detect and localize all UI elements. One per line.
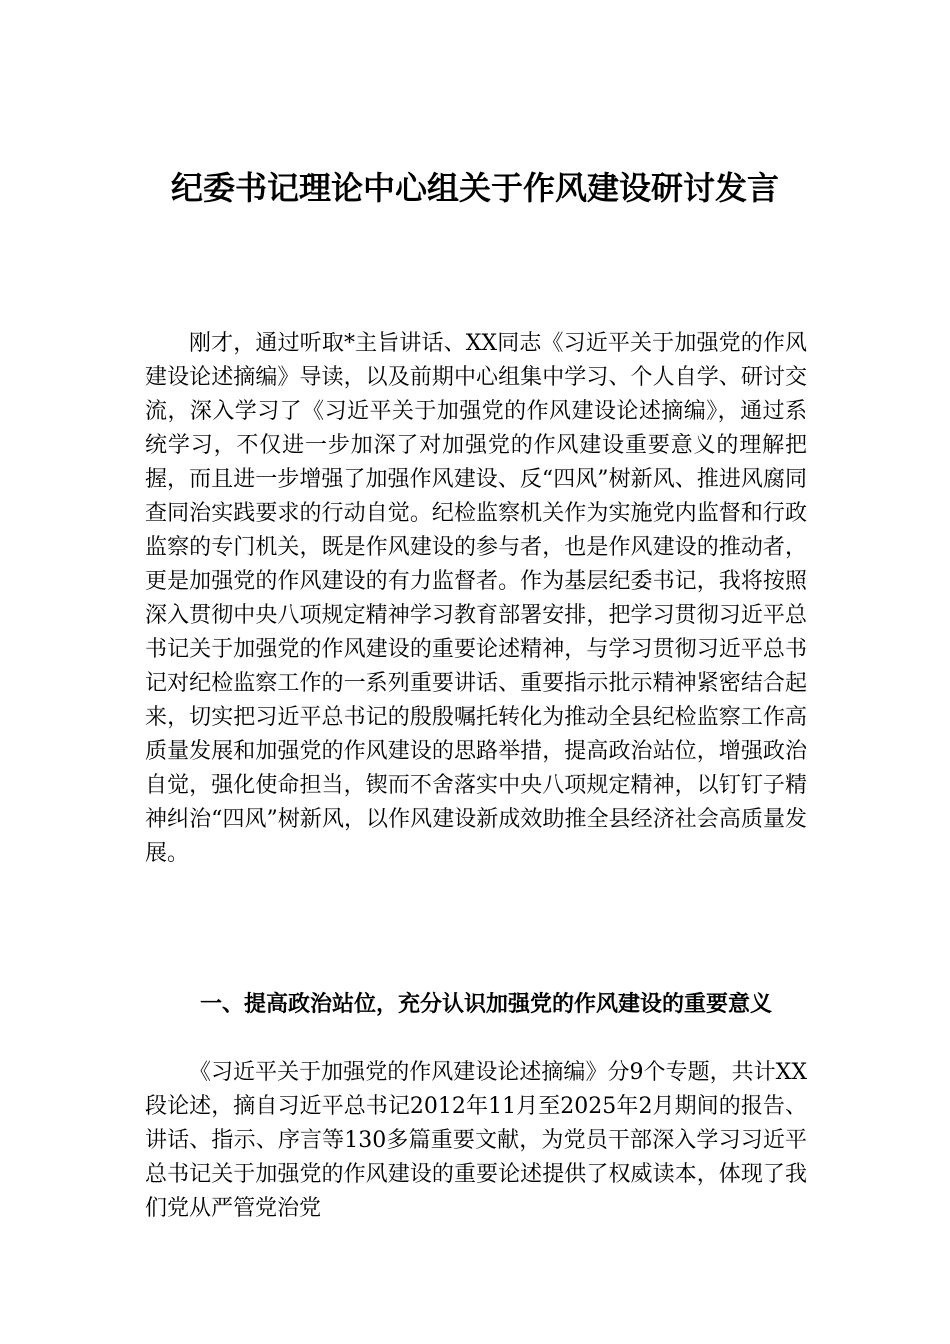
section-1-paragraph: 《习近平关于加强党的作风建设论述摘编》分9个专题，共计XX段论述，摘自习近平总书记2012年11月至2025年2月期间的报告、讲话、指示、序言等130多篇重要文献，为党员干部深入学习习近平总书记关于加强党的作风建设的重要论述提供了权威读本，体现了我们党从严管党治党 <box>145 1060 807 1221</box>
section-heading-1: 一、提高政治站位，充分认识加强党的作风建设的重要意义 <box>200 992 773 1017</box>
intro-paragraph: 刚才，通过听取*主旨讲话、XX同志《习近平关于加强党的作风建设论述摘编》导读，以及前期中心组集中学习、个人自学、研讨交流，深入学习了《习近平关于加强党的作风建设论述摘编》，通过系统学习，不仅进一步加深了对加强党的作风建设重要意义的理解把握，而且进一步增强了加强作风建设、反“四风”树新风、推进风腐同查同治实践要求的行动自觉。纪检监察机关作为实施党内监督和行政监察的专门机关，既是作风建设的参与者，也是作风建设的推动者，更是加强党的作风建设的有力监督者。作为基层纪委书记，我将按照深入贯彻中央八项规定精神学习教育部署安排，把学习贯彻习近平总书记关于加强党的作风建设的重要论述精神，与学习贯彻习近平总书记对纪检监察工作的一系列重要讲话、重要指示批示精神紧密结合起来，切实把习近平总书记的殷殷嘱托转化为推动全县纪检监察工作高质量发展和加强党的作风建设的思路举措，提高政治站位，增强政治自觉，强化使命担当，锲而不舍落实中央八项规定精神，以钉钉子精神纠治“四风”树新风，以作风建设新成效助推全县经济社会高质量发展。 <box>145 331 807 866</box>
document-title: 纪委书记理论中心组关于作风建设研讨发言 <box>170 169 779 207</box>
